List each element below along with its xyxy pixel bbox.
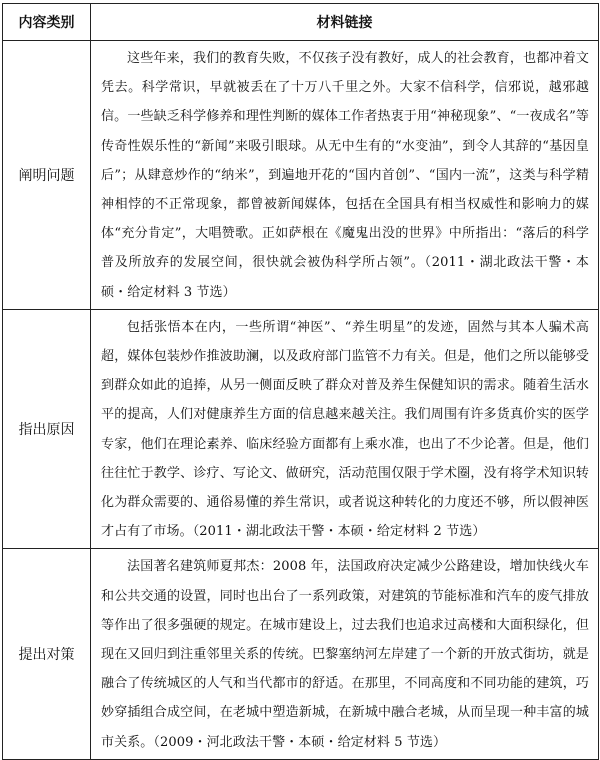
row-material-text: 这些年来，我们的教育失败，不仅孩子没有教好，成人的社会教育，也都冲着文凭去。科学常识，早就被丢在了十万八千里之外。大家不信科学，信邪说，越邪越信。一些缺乏科学修养和理性判断的媒体工作者热衷于用“神秘现象”、“一夜成名”等传奇性娱乐性的“新闻”来吸引眼球。从无中生有的“水变油”，到令人其辞的“基因皇后”；从肆意炒作的“纳米”，到遍地开花的“国内首创”、“国内一流”，这类与科学精神相悖的不正常现象，都曾被新闻媒体，包括在全国具有相当权威性和影响力的媒体“充分肯定”，大唱赞歌。正如萨根在《魔鬼出没的世界》中所指出：“落后的科学普及所放弃的发展空间，很快就会被伪科学所占领”。（2011・湖北政法干警・本硕・给定材料 3 节选） [91,41,599,310]
row-category: 提出对策 [3,549,91,759]
table-row [3,549,599,759]
row-material-text: 包括张悟本在内，一些所谓“神医”、“养生明星”的发迹，固然与其本人骗术高超，媒体包装炒作推波助澜，以及政府部门监管不力有关。但是，他们之所以能够受到群众如此的追捧，从另一侧面反映了群众对普及养生保健知识的需求。随着生活水平的提高，人们对健康养生方面的信息越来越关注。我们周围有许多货真价实的医学专家，他们在理论素养、临床经验方面都有上乘水准，也出了不少论著。但是，他们往往忙于教学、诊疗、写论文、做研究，活动范围仅限于学术圈，没有将学术知识转化为群众需要的、通俗易懂的养生常识，或者说这种转化的力度还不够，所以假神医才占有了市场。（2011・湖北政法干警・本硕・给定材料 2 节选） [91,309,599,549]
table-row [3,41,599,310]
header-category: 内容类别 [3,4,91,41]
table-header-row [3,4,599,41]
row-category: 阐明问题 [3,41,91,310]
header-material: 材料链接 [91,4,599,41]
row-material-text: 法国著名建筑师夏邦杰：2008 年，法国政府决定减少公路建设，增加快线火车和公共交通的设置，同时也出台了一系列政策，对建筑的节能标准和汽车的废气排放等作出了很多强硬的规定。在城市建设上，过去我们也追求过高楼和大面积绿化，但现在又回归到注重邻里关系的传统。巴黎塞纳河左岸建了一个新的开放式街坊，就是融合了传统城区的人气和当代都市的舒适。在那里，不同高度和不同功能的建筑，巧妙穿插组合成空间，在老城中塑造新城，在新城中融合老城，从而呈现一种丰富的城市关系。（2009・河北政法干警・本硕・给定材料 5 节选） [91,549,599,759]
table-row [3,309,599,549]
row-category: 指出原因 [3,309,91,549]
material-table [2,3,599,760]
